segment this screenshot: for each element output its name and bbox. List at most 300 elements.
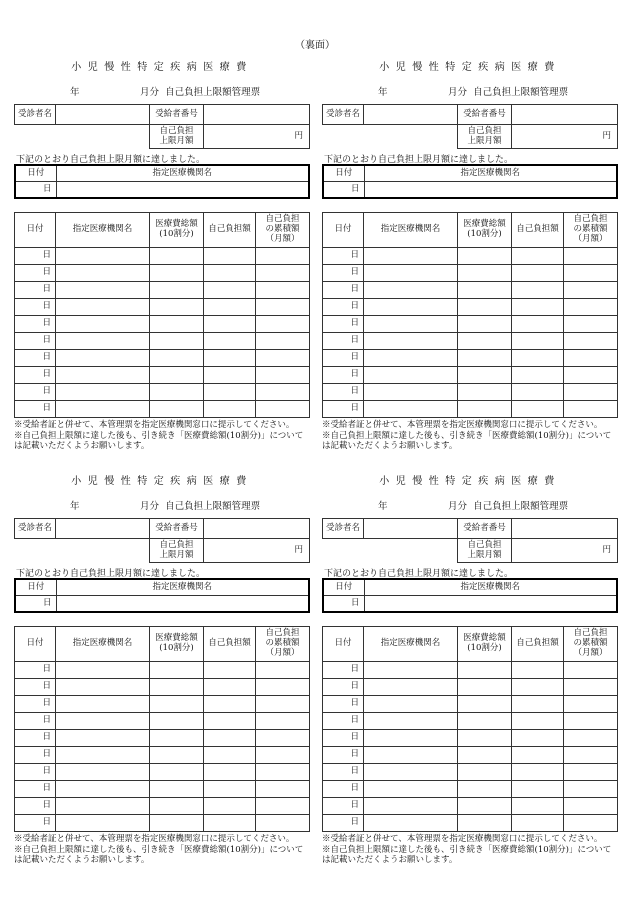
monthly-limit-field[interactable]: 円 — [204, 125, 310, 149]
row-copay-field[interactable] — [512, 384, 564, 401]
footnote-2: ※自己負担上限額に達した後も、引き続き「医療費総額(10割分)」について は記載いただくようお願いします。 — [322, 430, 612, 452]
table-row — [323, 696, 618, 713]
copay-header: 自己負担額 — [512, 627, 564, 662]
row-cumulative-field[interactable] — [564, 696, 618, 713]
row-date-field[interactable]: 日 — [323, 747, 364, 764]
table-row — [15, 764, 310, 781]
row-facility-field[interactable] — [364, 815, 458, 832]
row-copay-field[interactable] — [512, 815, 564, 832]
row-facility-field[interactable] — [56, 713, 150, 730]
row-facility-field[interactable] — [56, 333, 150, 350]
limit-date-field[interactable]: 日 — [15, 596, 56, 613]
row-copay-field[interactable] — [204, 316, 256, 333]
row-date-field[interactable]: 日 — [323, 679, 364, 696]
row-copay-field[interactable] — [512, 299, 564, 316]
row-facility-field[interactable] — [364, 265, 458, 282]
table-row — [323, 679, 618, 696]
date-header: 日付 — [323, 579, 364, 596]
row-copay-field[interactable] — [512, 679, 564, 696]
row-total-cost-field[interactable] — [150, 282, 204, 299]
table-row — [323, 401, 618, 418]
row-cumulative-field[interactable] — [564, 384, 618, 401]
row-date-field[interactable]: 日 — [15, 299, 56, 316]
patient-name-label: 受診者名 — [323, 519, 364, 539]
row-date-field[interactable]: 日 — [323, 282, 364, 299]
row-total-cost-field[interactable] — [150, 248, 204, 265]
row-total-cost-field[interactable] — [150, 350, 204, 367]
row-date-field[interactable]: 日 — [15, 350, 56, 367]
row-cumulative-field[interactable] — [256, 367, 310, 384]
patient-name-label: 受診者名 — [323, 105, 364, 125]
row-date-field[interactable]: 日 — [15, 282, 56, 299]
row-copay-field[interactable] — [204, 713, 256, 730]
row-date-field[interactable]: 日 — [323, 798, 364, 815]
row-copay-field[interactable] — [204, 367, 256, 384]
footnote-1: ※受給者証と併せて、本管理票を指定医療機関窓口に提示してください。 — [14, 420, 295, 430]
row-total-cost-field[interactable] — [150, 333, 204, 350]
total-cost-header: 医療費総額 (10割分) — [458, 627, 512, 662]
row-facility-field[interactable] — [364, 384, 458, 401]
row-date-field[interactable]: 日 — [323, 350, 364, 367]
row-total-cost-field[interactable] — [458, 815, 512, 832]
year-label: 年 — [70, 87, 80, 98]
row-copay-field[interactable] — [204, 815, 256, 832]
row-date-field[interactable]: 日 — [15, 815, 56, 832]
row-cumulative-field[interactable] — [256, 696, 310, 713]
row-date-field[interactable]: 日 — [15, 401, 56, 418]
row-copay-field[interactable] — [512, 265, 564, 282]
limit-facility-field[interactable] — [56, 596, 309, 613]
row-facility-field[interactable] — [364, 367, 458, 384]
facility-header: 指定医療機関名 — [56, 579, 309, 596]
row-cumulative-field[interactable] — [564, 798, 618, 815]
row-total-cost-field[interactable] — [458, 747, 512, 764]
monthly-limit-label: 自己負担 上限月額 — [458, 539, 512, 563]
row-copay-field[interactable] — [512, 713, 564, 730]
row-copay-field[interactable] — [512, 401, 564, 418]
facility-header: 指定医療機関名 — [364, 579, 617, 596]
limit-reached-note: 下記のとおり自己負担上限月額に達しました。 — [324, 155, 514, 165]
row-facility-field[interactable] — [364, 248, 458, 265]
row-total-cost-field[interactable] — [458, 265, 512, 282]
row-copay-field[interactable] — [512, 662, 564, 679]
row-copay-field[interactable] — [204, 747, 256, 764]
date-column-header: 日付 — [15, 213, 56, 248]
row-facility-field[interactable] — [364, 333, 458, 350]
row-total-cost-field[interactable] — [150, 798, 204, 815]
row-date-field[interactable]: 日 — [323, 367, 364, 384]
row-copay-field[interactable] — [204, 350, 256, 367]
row-copay-field[interactable] — [512, 781, 564, 798]
row-total-cost-field[interactable] — [150, 316, 204, 333]
row-facility-field[interactable] — [56, 401, 150, 418]
row-copay-field[interactable] — [512, 248, 564, 265]
row-copay-field[interactable] — [204, 662, 256, 679]
row-total-cost-field[interactable] — [150, 713, 204, 730]
recipient-number-field[interactable] — [512, 519, 618, 539]
limit-date-field[interactable]: 日 — [15, 182, 56, 199]
table-row — [15, 316, 310, 333]
row-cumulative-field[interactable] — [256, 248, 310, 265]
limit-reached-table — [14, 164, 310, 199]
row-facility-field[interactable] — [364, 679, 458, 696]
footnote-1: ※受給者証と併せて、本管理票を指定医療機関窓口に提示してください。 — [322, 834, 603, 844]
row-date-field[interactable]: 日 — [15, 367, 56, 384]
row-cumulative-field[interactable] — [564, 679, 618, 696]
row-total-cost-field[interactable] — [458, 316, 512, 333]
footnotes — [322, 834, 618, 866]
row-total-cost-field[interactable] — [458, 401, 512, 418]
row-cumulative-field[interactable] — [256, 781, 310, 798]
row-copay-field[interactable] — [204, 401, 256, 418]
date-header: 日付 — [323, 165, 364, 182]
row-cumulative-field[interactable] — [564, 815, 618, 832]
table-row — [15, 662, 310, 679]
row-date-field[interactable]: 日 — [323, 299, 364, 316]
row-date-field[interactable]: 日 — [323, 815, 364, 832]
patient-info-table — [322, 104, 618, 149]
row-total-cost-field[interactable] — [458, 350, 512, 367]
row-cumulative-field[interactable] — [564, 333, 618, 350]
row-copay-field[interactable] — [204, 730, 256, 747]
table-row — [15, 815, 310, 832]
row-facility-field[interactable] — [364, 350, 458, 367]
row-cumulative-field[interactable] — [564, 265, 618, 282]
total-cost-header: 医療費総額 (10割分) — [458, 213, 512, 248]
row-cumulative-field[interactable] — [256, 798, 310, 815]
row-copay-field[interactable] — [512, 333, 564, 350]
limit-date-field[interactable]: 日 — [323, 182, 364, 199]
cumulative-header: 自己負担 の累積額 （月額） — [564, 213, 618, 248]
row-date-field[interactable]: 日 — [323, 248, 364, 265]
table-row — [323, 662, 618, 679]
row-cumulative-field[interactable] — [256, 747, 310, 764]
table-row — [15, 401, 310, 418]
row-cumulative-field[interactable] — [564, 662, 618, 679]
form-title: 小児慢性特定疾病医療費 — [71, 476, 253, 487]
row-total-cost-field[interactable] — [458, 248, 512, 265]
row-date-field[interactable]: 日 — [15, 248, 56, 265]
table-row — [15, 713, 310, 730]
row-cumulative-field[interactable] — [256, 265, 310, 282]
patient-info-table — [322, 518, 618, 563]
monthly-limit-field[interactable]: 円 — [512, 125, 618, 149]
row-total-cost-field[interactable] — [458, 764, 512, 781]
row-facility-field[interactable] — [56, 815, 150, 832]
row-facility-field[interactable] — [56, 367, 150, 384]
year-label: 年 — [378, 501, 388, 512]
row-date-field[interactable]: 日 — [15, 713, 56, 730]
row-copay-field[interactable] — [512, 747, 564, 764]
limit-facility-field[interactable] — [56, 182, 309, 199]
row-facility-field[interactable] — [56, 696, 150, 713]
limit-reached-table — [322, 164, 618, 199]
row-cumulative-field[interactable] — [564, 713, 618, 730]
recipient-number-field[interactable] — [204, 105, 310, 125]
limit-facility-field[interactable] — [364, 596, 617, 613]
row-copay-field[interactable] — [512, 316, 564, 333]
row-total-cost-field[interactable] — [458, 696, 512, 713]
row-date-field[interactable]: 日 — [15, 798, 56, 815]
row-total-cost-field[interactable] — [150, 401, 204, 418]
row-total-cost-field[interactable] — [150, 781, 204, 798]
row-copay-field[interactable] — [512, 764, 564, 781]
row-facility-field[interactable] — [56, 248, 150, 265]
row-cumulative-field[interactable] — [256, 333, 310, 350]
row-copay-field[interactable] — [204, 333, 256, 350]
date-header: 日付 — [15, 165, 56, 182]
row-date-field[interactable]: 日 — [15, 333, 56, 350]
patient-name-field[interactable] — [56, 519, 150, 539]
recipient-number-label: 受給者番号 — [150, 519, 204, 539]
row-total-cost-field[interactable] — [458, 781, 512, 798]
row-copay-field[interactable] — [512, 367, 564, 384]
row-total-cost-field[interactable] — [458, 384, 512, 401]
row-cumulative-field[interactable] — [564, 367, 618, 384]
row-date-field[interactable]: 日 — [323, 713, 364, 730]
row-copay-field[interactable] — [204, 781, 256, 798]
total-cost-header: 医療費総額 (10割分) — [150, 627, 204, 662]
row-facility-field[interactable] — [364, 282, 458, 299]
row-copay-field[interactable] — [204, 764, 256, 781]
row-facility-field[interactable] — [56, 265, 150, 282]
row-facility-field[interactable] — [56, 764, 150, 781]
row-copay-field[interactable] — [204, 299, 256, 316]
monthly-limit-field[interactable]: 円 — [512, 539, 618, 563]
row-total-cost-field[interactable] — [458, 798, 512, 815]
limit-reached-note: 下記のとおり自己負担上限月額に達しました。 — [16, 569, 206, 579]
row-cumulative-field[interactable] — [256, 815, 310, 832]
row-cumulative-field[interactable] — [564, 299, 618, 316]
row-date-field[interactable]: 日 — [15, 316, 56, 333]
total-cost-header: 医療費総額 (10割分) — [150, 213, 204, 248]
row-copay-field[interactable] — [512, 696, 564, 713]
date-column-header: 日付 — [15, 627, 56, 662]
facility-column-header: 指定医療機関名 — [364, 213, 458, 248]
row-facility-field[interactable] — [56, 730, 150, 747]
limit-reached-note: 下記のとおり自己負担上限月額に達しました。 — [324, 569, 514, 579]
row-cumulative-field[interactable] — [564, 350, 618, 367]
limit-reached-table — [14, 578, 310, 613]
row-total-cost-field[interactable] — [458, 333, 512, 350]
form-panel-bottom-right — [322, 472, 618, 902]
row-date-field[interactable]: 日 — [323, 316, 364, 333]
table-row — [323, 781, 618, 798]
form-title: 小児慢性特定疾病医療費 — [379, 476, 561, 487]
row-total-cost-field[interactable] — [150, 367, 204, 384]
table-row — [323, 815, 618, 832]
form-panel-top-left — [14, 58, 310, 488]
row-copay-field[interactable] — [204, 679, 256, 696]
row-date-field[interactable]: 日 — [15, 696, 56, 713]
table-row — [323, 333, 618, 350]
row-copay-field[interactable] — [512, 730, 564, 747]
form-title: 小児慢性特定疾病医療費 — [71, 62, 253, 73]
row-copay-field[interactable] — [512, 350, 564, 367]
row-total-cost-field[interactable] — [458, 713, 512, 730]
recipient-number-field[interactable] — [512, 105, 618, 125]
patient-name-field[interactable] — [364, 519, 458, 539]
row-facility-field[interactable] — [56, 679, 150, 696]
row-date-field[interactable]: 日 — [323, 265, 364, 282]
row-copay-field[interactable] — [512, 282, 564, 299]
row-total-cost-field[interactable] — [458, 367, 512, 384]
row-cumulative-field[interactable] — [564, 401, 618, 418]
row-date-field[interactable]: 日 — [15, 781, 56, 798]
row-cumulative-field[interactable] — [564, 764, 618, 781]
row-facility-field[interactable] — [56, 282, 150, 299]
row-facility-field[interactable] — [56, 299, 150, 316]
row-total-cost-field[interactable] — [150, 696, 204, 713]
row-facility-field[interactable] — [56, 662, 150, 679]
row-date-field[interactable]: 日 — [15, 679, 56, 696]
row-facility-field[interactable] — [364, 696, 458, 713]
limit-date-field[interactable]: 日 — [323, 596, 364, 613]
row-cumulative-field[interactable] — [256, 384, 310, 401]
row-cumulative-field[interactable] — [564, 781, 618, 798]
row-date-field[interactable]: 日 — [323, 696, 364, 713]
row-date-field[interactable]: 日 — [15, 730, 56, 747]
row-total-cost-field[interactable] — [458, 730, 512, 747]
row-copay-field[interactable] — [204, 265, 256, 282]
row-copay-field[interactable] — [204, 696, 256, 713]
row-total-cost-field[interactable] — [150, 662, 204, 679]
row-date-field[interactable]: 日 — [15, 384, 56, 401]
table-row — [323, 747, 618, 764]
row-cumulative-field[interactable] — [256, 679, 310, 696]
row-total-cost-field[interactable] — [150, 299, 204, 316]
row-facility-field[interactable] — [364, 662, 458, 679]
row-cumulative-field[interactable] — [256, 282, 310, 299]
patient-name-field[interactable] — [56, 105, 150, 125]
row-date-field[interactable]: 日 — [323, 333, 364, 350]
row-cumulative-field[interactable] — [564, 248, 618, 265]
row-date-field[interactable]: 日 — [323, 764, 364, 781]
table-row — [323, 764, 618, 781]
row-cumulative-field[interactable] — [564, 730, 618, 747]
row-total-cost-field[interactable] — [458, 299, 512, 316]
table-row — [323, 265, 618, 282]
row-copay-field[interactable] — [204, 798, 256, 815]
row-facility-field[interactable] — [364, 401, 458, 418]
row-cumulative-field[interactable] — [256, 350, 310, 367]
footnote-2: ※自己負担上限額に達した後も、引き続き「医療費総額(10割分)」について は記載いただくようお願いします。 — [14, 844, 304, 866]
row-cumulative-field[interactable] — [256, 713, 310, 730]
row-copay-field[interactable] — [204, 282, 256, 299]
row-total-cost-field[interactable] — [150, 747, 204, 764]
row-cumulative-field[interactable] — [256, 662, 310, 679]
row-date-field[interactable]: 日 — [15, 265, 56, 282]
date-column-header: 日付 — [323, 627, 364, 662]
row-cumulative-field[interactable] — [256, 401, 310, 418]
row-facility-field[interactable] — [56, 747, 150, 764]
row-date-field[interactable]: 日 — [323, 662, 364, 679]
cumulative-header: 自己負担 の累積額 （月額） — [256, 627, 310, 662]
row-date-field[interactable]: 日 — [15, 764, 56, 781]
row-total-cost-field[interactable] — [150, 815, 204, 832]
row-total-cost-field[interactable] — [458, 282, 512, 299]
row-date-field[interactable]: 日 — [323, 781, 364, 798]
monthly-limit-label: 自己負担 上限月額 — [150, 539, 204, 563]
table-row — [15, 781, 310, 798]
table-row — [15, 282, 310, 299]
row-total-cost-field[interactable] — [150, 730, 204, 747]
row-total-cost-field[interactable] — [150, 764, 204, 781]
row-facility-field[interactable] — [364, 764, 458, 781]
row-total-cost-field[interactable] — [458, 662, 512, 679]
table-row — [323, 316, 618, 333]
table-row — [15, 333, 310, 350]
table-row — [15, 350, 310, 367]
row-total-cost-field[interactable] — [150, 265, 204, 282]
row-facility-field[interactable] — [364, 713, 458, 730]
row-date-field[interactable]: 日 — [323, 730, 364, 747]
table-row — [323, 282, 618, 299]
patient-info-table — [14, 104, 310, 149]
medical-cost-table — [322, 626, 618, 832]
row-copay-field[interactable] — [204, 248, 256, 265]
row-cumulative-field[interactable] — [564, 747, 618, 764]
row-facility-field[interactable] — [364, 299, 458, 316]
row-total-cost-field[interactable] — [150, 384, 204, 401]
row-cumulative-field[interactable] — [256, 730, 310, 747]
row-cumulative-field[interactable] — [256, 764, 310, 781]
row-date-field[interactable]: 日 — [323, 384, 364, 401]
row-facility-field[interactable] — [56, 798, 150, 815]
table-row — [15, 798, 310, 815]
month-subtitle: 月分 自己負担上限額管理票 — [140, 501, 261, 512]
table-row — [323, 248, 618, 265]
row-facility-field[interactable] — [364, 781, 458, 798]
row-facility-field[interactable] — [56, 384, 150, 401]
row-date-field[interactable]: 日 — [15, 747, 56, 764]
row-cumulative-field[interactable] — [564, 316, 618, 333]
row-date-field[interactable]: 日 — [15, 662, 56, 679]
row-facility-field[interactable] — [364, 747, 458, 764]
table-row — [15, 367, 310, 384]
row-facility-field[interactable] — [56, 316, 150, 333]
row-total-cost-field[interactable] — [150, 679, 204, 696]
month-subtitle: 月分 自己負担上限額管理票 — [448, 87, 569, 98]
cumulative-header: 自己負担 の累積額 （月額） — [564, 627, 618, 662]
patient-info-table — [14, 518, 310, 563]
facility-column-header: 指定医療機関名 — [56, 213, 150, 248]
row-total-cost-field[interactable] — [458, 679, 512, 696]
date-header: 日付 — [15, 579, 56, 596]
table-row — [15, 730, 310, 747]
footnotes — [14, 420, 310, 452]
table-row — [15, 265, 310, 282]
row-date-field[interactable]: 日 — [323, 401, 364, 418]
recipient-number-field[interactable] — [204, 519, 310, 539]
limit-reached-table — [322, 578, 618, 613]
patient-name-field[interactable] — [364, 105, 458, 125]
row-cumulative-field[interactable] — [256, 316, 310, 333]
limit-facility-field[interactable] — [364, 182, 617, 199]
row-copay-field[interactable] — [512, 798, 564, 815]
table-row — [15, 299, 310, 316]
row-cumulative-field[interactable] — [564, 282, 618, 299]
row-facility-field[interactable] — [56, 781, 150, 798]
monthly-limit-field[interactable]: 円 — [204, 539, 310, 563]
row-facility-field[interactable] — [56, 350, 150, 367]
row-copay-field[interactable] — [204, 384, 256, 401]
row-facility-field[interactable] — [364, 730, 458, 747]
year-label: 年 — [378, 87, 388, 98]
row-facility-field[interactable] — [364, 316, 458, 333]
row-facility-field[interactable] — [364, 798, 458, 815]
row-cumulative-field[interactable] — [256, 299, 310, 316]
